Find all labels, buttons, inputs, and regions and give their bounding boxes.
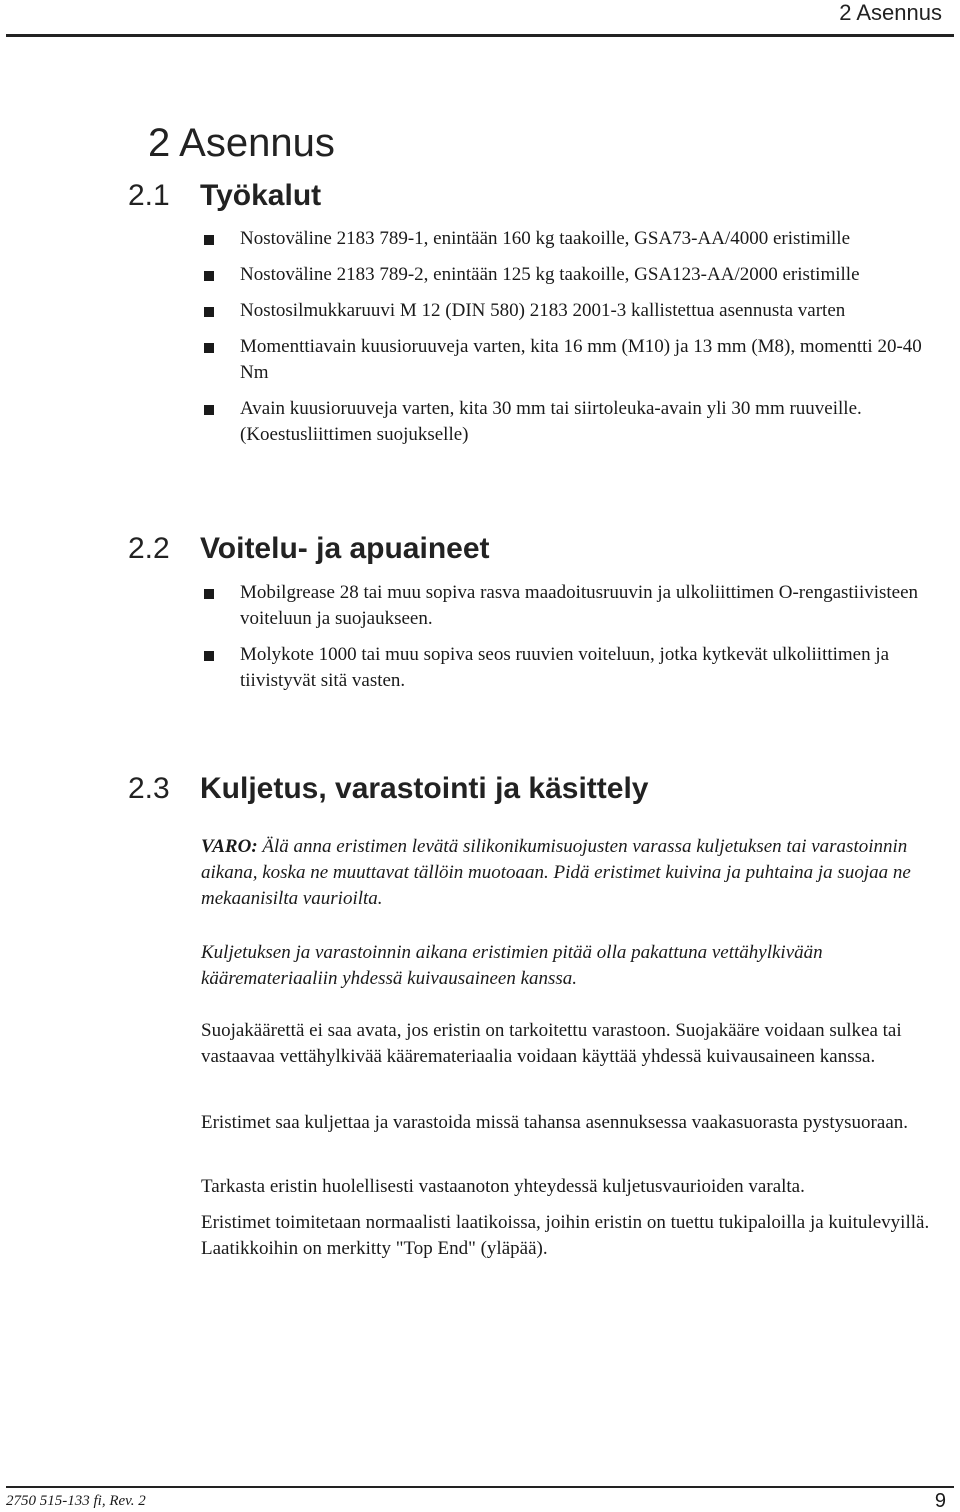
chapter-title: 2 Asennus [148,121,335,165]
body-paragraph: Tarkasta eristin huolellisesti vastaanoton yhteydessä kuljetusvaurioiden varalta. [201,1176,805,1197]
list-item-text: Molykote 1000 tai muu sopiva seos ruuvien voiteluun, jotka kytkevät ulkoliittimen ja tiivistyvät sitä vasten. [240,644,890,691]
square-bullet-icon [204,307,214,317]
section-2-2-heading [128,531,490,567]
list-item-text: Nostosilmukkaruuvi M 12 (DIN 580) 2183 2001-3 kallistettua asennusta varten [240,300,846,321]
list-item [202,334,954,386]
tools-list [202,226,954,448]
section-2-1-heading [128,178,321,214]
square-bullet-icon [204,271,214,281]
running-header: 2 Asennus [839,0,942,25]
section-number: 2.2 [128,532,170,565]
header-rule [6,34,954,37]
footer-rule [6,1486,954,1488]
warning-text: Älä anna eristimen levätä silikonikumisuojusten varassa kuljetuksen tai varastoinnin aikana, koska ne muuttavat tällöin muotoaan. Pidä eristimet kuivina ja puhtaina ja suojaa ne mekaanisilta vaurioilta. [201,836,911,909]
list-item [202,226,954,252]
list-item-text: Momenttiavain kuusioruuveja varten, kita 16 mm (M10) ja 13 mm (M8), momentti 20-40 Nm [240,336,922,383]
list-item [202,642,954,694]
section-2-3-heading [128,771,649,807]
list-item-text: Mobilgrease 28 tai muu sopiva rasva maadoitusruuvin ja ulkoliittimen O-rengastiivisteen voiteluun ja suojaukseen. [240,582,919,629]
square-bullet-icon [204,343,214,353]
body-paragraph: Suojakäärettä ei saa avata, jos eristin on tarkoitettu varastoon. Suojakääre voidaan sulkea tai vastaavaa vettähylkivää kääremateriaalia voidaan käyttää yhdessä kuivausaineen kanssa. [201,1020,902,1067]
page-number: 9 [934,1490,946,1512]
list-item-text: Nostoväline 2183 789-2, enintään 125 kg taakoille, GSA123-AA/2000 eristimille [240,264,860,285]
square-bullet-icon [204,651,214,661]
warning-label: VARO: [201,836,258,857]
list-item [202,580,954,632]
square-bullet-icon [204,589,214,599]
list-item [202,396,954,448]
list-item [202,298,954,324]
packaging-note: Kuljetuksen ja varastoinnin aikana eristimien pitää olla pakattuna vettähylkivään kääremateriaaliin yhdessä kuivausaineen kanssa. [201,942,823,989]
list-item-text: Avain kuusioruuveja varten, kita 30 mm tai siirtoleuka-avain yli 30 mm ruuveille. (Koestusliittimen suojukselle) [240,398,862,445]
section-number: 2.3 [128,772,170,805]
document-reference: 2750 515-133 fi, Rev. 2 [6,1493,146,1509]
section-title: Työkalut [200,179,322,212]
warning-paragraph [201,834,956,912]
section-title: Kuljetus, varastointi ja käsittely [200,772,649,805]
body-paragraph: Eristimet toimitetaan normaalisti laatikoissa, joihin eristin on tuettu tukipaloilla ja kuitulevyillä. Laatikkoihin on merkitty "Top End" (yläpää). [201,1212,930,1259]
section-number: 2.1 [128,179,170,212]
body-paragraph: Eristimet saa kuljettaa ja varastoida missä tahansa asennuksessa vaakasuorasta pystysuoraan. [201,1112,908,1133]
list-item [202,262,954,288]
list-item-text: Nostoväline 2183 789-1, enintään 160 kg taakoille, GSA73-AA/4000 eristimille [240,228,851,249]
lubricants-list [202,580,954,694]
square-bullet-icon [204,405,214,415]
section-title: Voitelu- ja apuaineet [200,532,490,565]
square-bullet-icon [204,235,214,245]
